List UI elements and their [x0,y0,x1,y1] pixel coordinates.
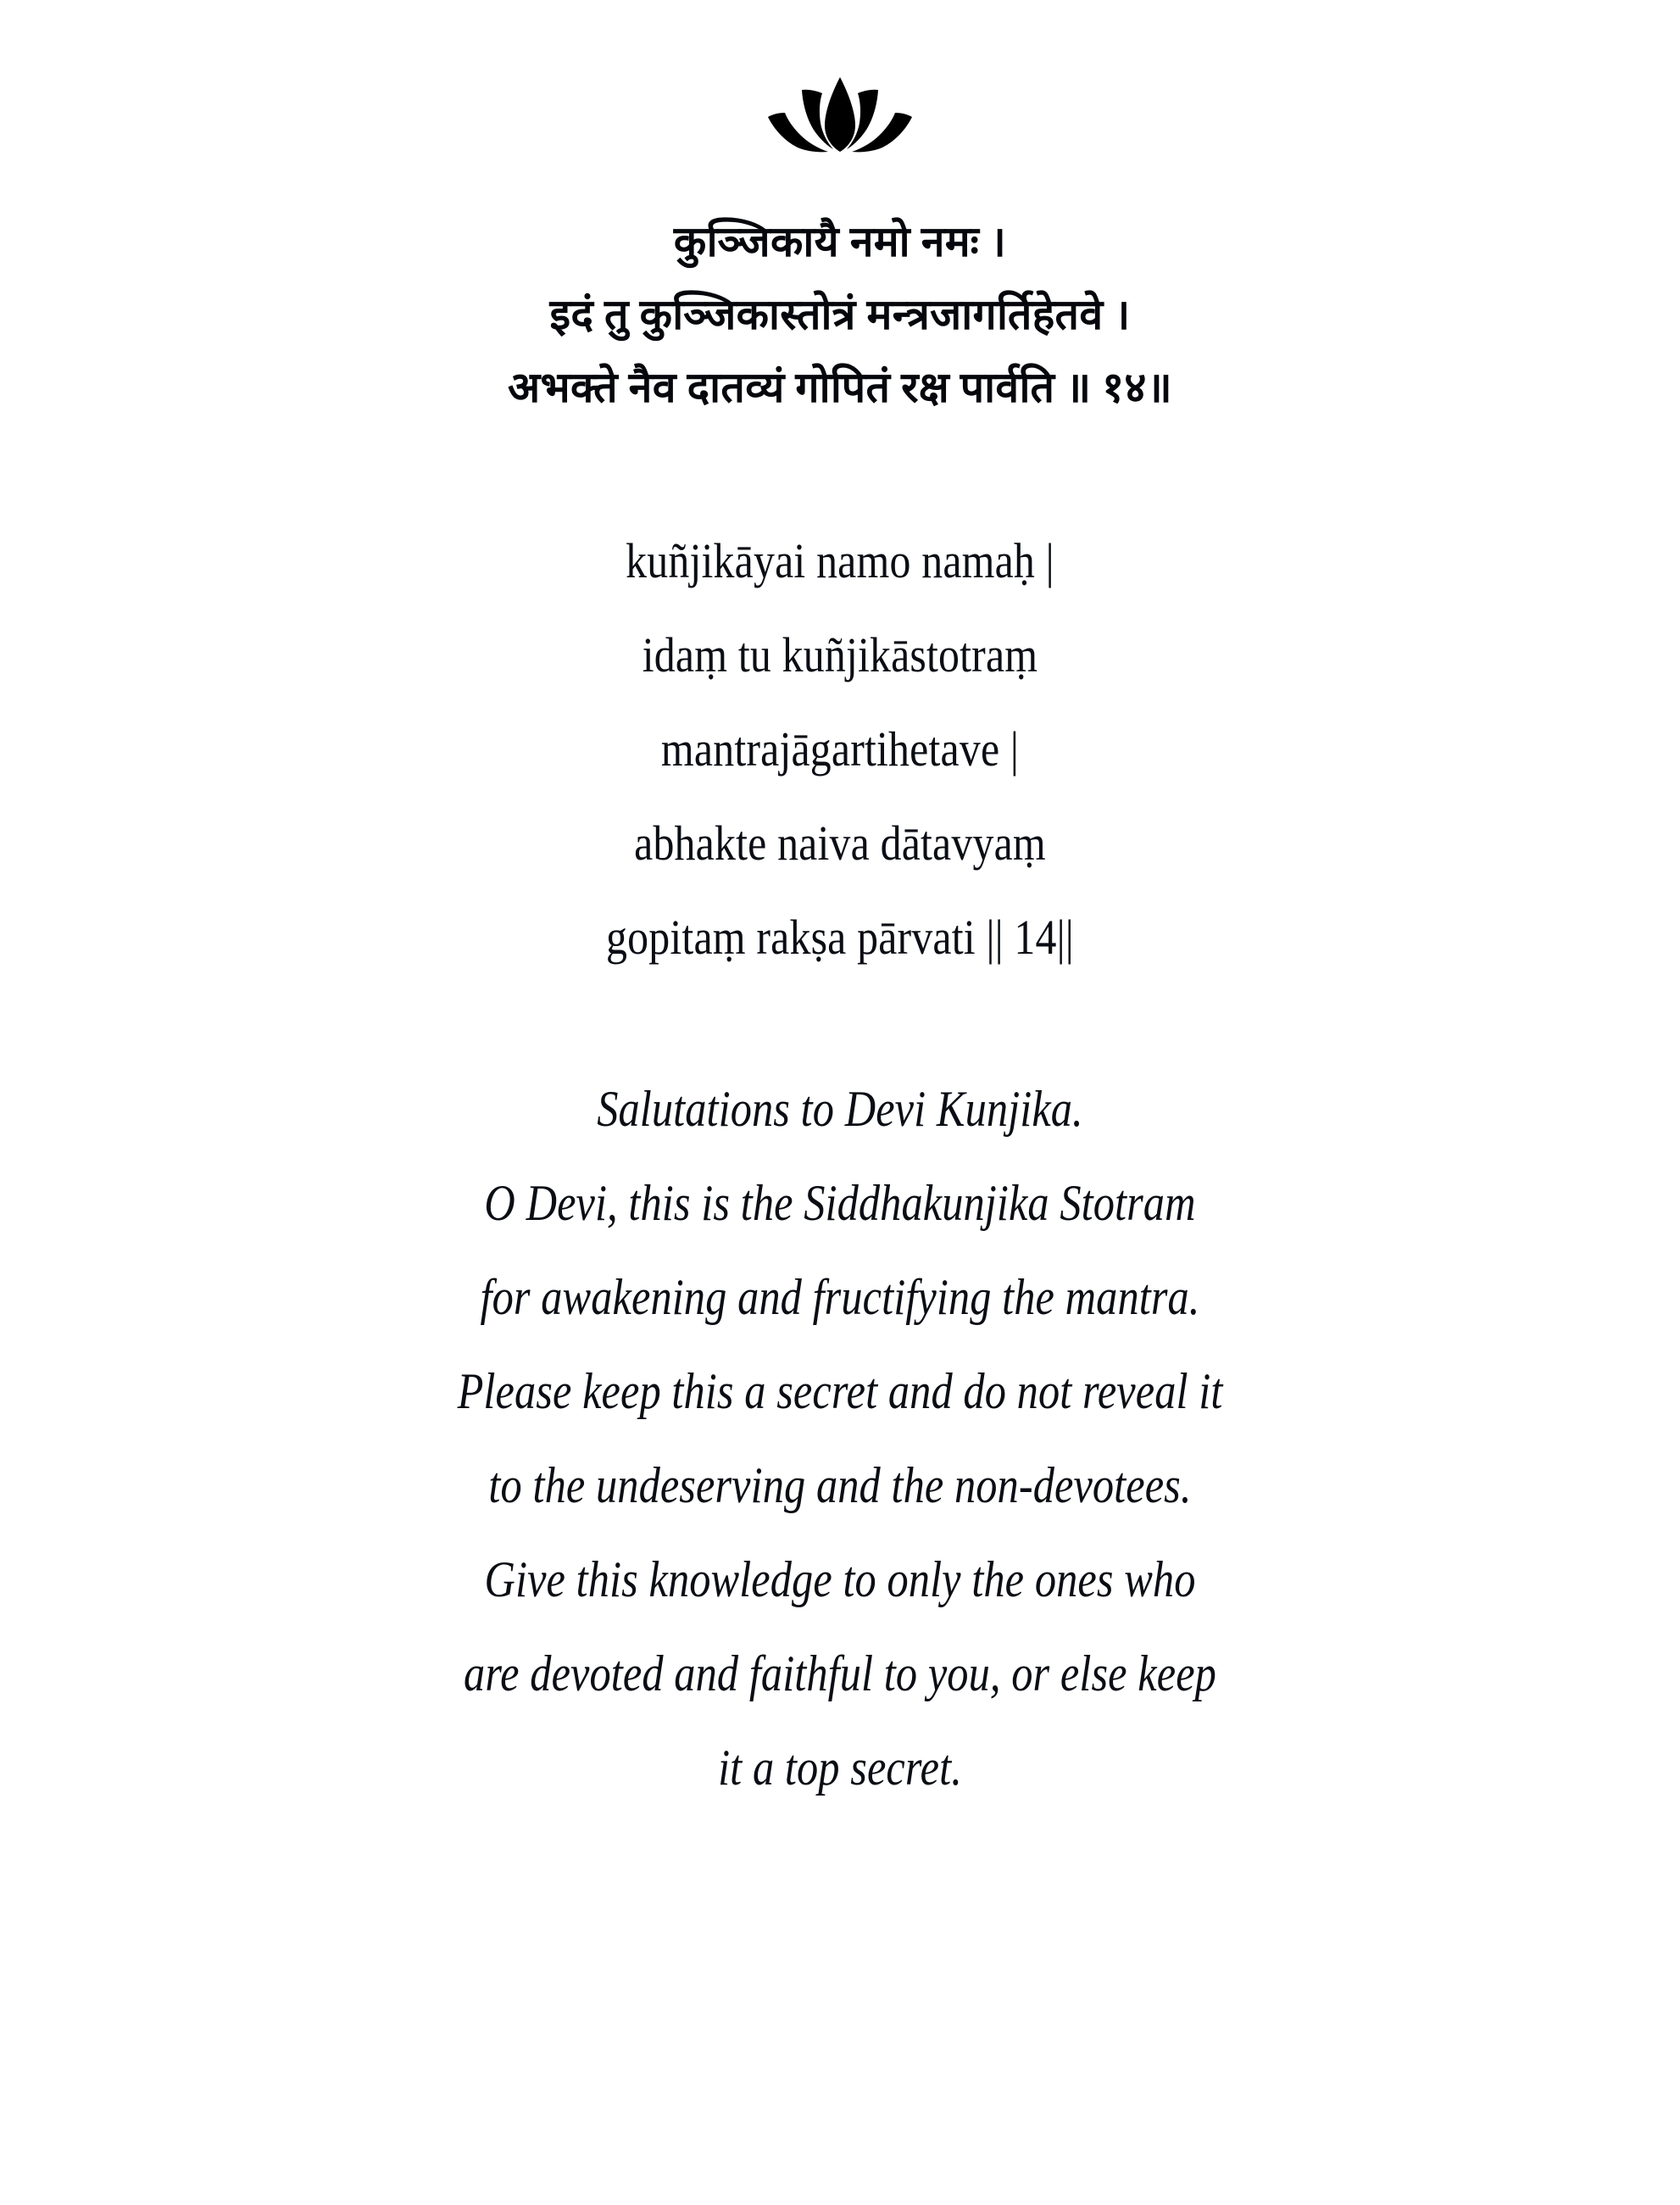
translation-line-7: are devoted and faithful to you, or else keep [464,1645,1216,1701]
english-translation [0,1062,1680,1815]
translation-line-8: it a top secret. [718,1740,962,1796]
translation-line-6: Give this knowledge to only the ones who [484,1551,1196,1607]
sanskrit-line-2: इदं तु कुञ्जिकास्तोत्रं मन्त्रजागर्तिहेतवे । [549,291,1131,338]
translation-line-2: O Devi, this is the Siddhakunjika Stotram [484,1175,1196,1231]
sanskrit-line-1: कुञ्जिकायै नमो नमः । [673,218,1007,265]
transliteration-line-3: mantrajāgartihetave | [660,721,1020,777]
lotus-icon [765,75,915,153]
translation-line-1: Salutations to Devi Kunjika. [597,1081,1083,1137]
transliteration-line-5: gopitaṃ rakṣa pārvati || 14|| [606,910,1074,965]
transliteration-line-2: idaṃ tu kuñjikāstotraṃ [642,627,1038,682]
translation-line-4: Please keep this a secret and do not reveal it [457,1363,1223,1419]
transliteration-line-1: kuñjikāyai namo namaḥ | [626,533,1054,588]
translation-line-5: to the undeserving and the non-devotees. [488,1457,1192,1513]
transliteration-line-4: abhakte naiva dātavyaṃ [634,816,1046,871]
sanskrit-line-3: अभक्ते नैव दातव्यं गोपितं रक्ष पार्वति ॥ १४॥ [508,364,1172,411]
sanskrit-verse [0,205,1680,424]
translation-line-3: for awakening and fructifying the mantra. [480,1269,1200,1325]
transliteration-verse [0,514,1680,984]
emblem-container [765,75,915,153]
